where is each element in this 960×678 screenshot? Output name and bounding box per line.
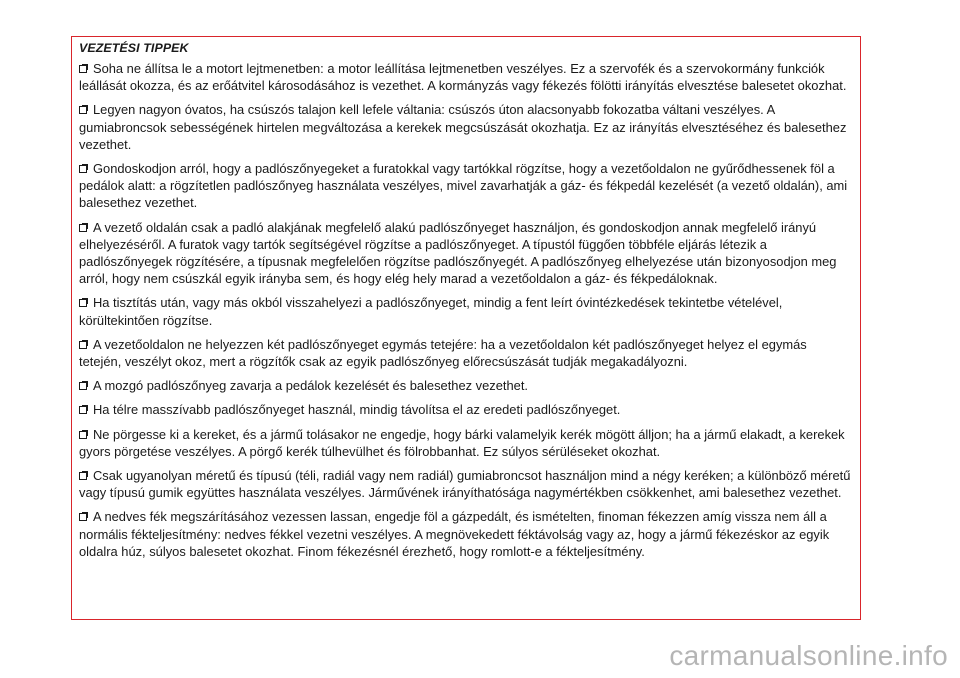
warning-box	[71, 36, 861, 620]
tip-text: Ne pörgesse ki a kereket, és a jármű tolásakor ne engedje, hogy bárki valamelyik kerék mögött álljon; ha a jármű elakadt, a kerekek gyors pörgetése veszélyes. A pörgő kerék túlhevülhet és fölrobbanhat. Ez súlyos sérüléseket okozhat.	[79, 426, 845, 459]
tip-item	[79, 377, 852, 394]
tip-item	[79, 294, 852, 328]
tip-item	[79, 508, 852, 560]
watermark: carmanualsonline.info	[669, 640, 948, 671]
tip-item	[79, 467, 852, 501]
tip-item	[79, 219, 852, 288]
tip-text: A nedves fék megszárításához vezessen lassan, engedje föl a gázpedált, és ismételten, finoman fékezzen amíg vissza nem áll a normális fékteljesítmény: nedves fékkel vezetni veszélyes. A megnövekedett féktávolság vagy az, hogy a jármű fékezéskor az egyik oldalra húz, súlyos balesetet okozhat. Finom fékezésnél érezhető, hogy romlott-e a fékteljesítmény.	[79, 509, 830, 559]
copy-square-bullet-icon	[79, 340, 88, 349]
tip-text: Legyen nagyon óvatos, ha csúszós talajon kell lefele váltania: csúszós úton alacsonyabb fokozatba váltani veszélyes. A gumiabroncsok sebességének hirtelen megváltozása a kerekek megcsúszását okozhatja. Ez az irányítás elvesztéséhez és balesethez vezethet.	[79, 102, 847, 152]
tip-item	[79, 160, 852, 212]
tip-text: A mozgó padlószőnyeg zavarja a pedálok kezelését és balesethez vezethet.	[93, 378, 528, 394]
copy-square-bullet-icon	[79, 164, 88, 173]
copy-square-bullet-icon	[79, 471, 88, 480]
section-title: VEZETÉSI TIPPEK	[79, 41, 189, 55]
tip-text: A vezetőoldalon ne helyezzen két padlószőnyeget egymás tetejére: ha a vezetőoldalon két padlószőnyeget helyez el egymás tetején, veszélyt okoz, mert a rögzítők csak az egyik padlószőnyeg előrecsúszását tudják megakadályozni.	[79, 336, 807, 370]
tip-text: Ha tisztítás után, vagy más okból visszahelyezi a padlószőnyeget, mindig a fent leírt óvintézkedések tekintetbe vételével, körültekintően rögzítse.	[79, 295, 783, 328]
copy-square-bullet-icon	[79, 381, 88, 390]
copy-square-bullet-icon	[79, 105, 88, 114]
tip-item	[79, 336, 852, 370]
copy-square-bullet-icon	[79, 298, 88, 307]
copy-square-bullet-icon	[79, 430, 88, 439]
tip-text: Soha ne állítsa le a motort lejtmenetben: a motor leállítása lejtmenetben veszélyes. Ez a szervofék és a szervokormány funkciók leállását okozza, és az erőátvitel károsodásához is vezethet. A kormányzás vagy fékezés fölötti irányítás elvesztése balesetet okozhat.	[79, 61, 847, 94]
tip-text: A vezető oldalán csak a padló alakjának megfelelő alakú padlószőnyeget használjon, és gondoskodjon annak megfelelő irányú elhelyezéséről. A furatok vagy tartók segítségével rögzítse a padlószőnyeget. A típustól függően többféle eljárás létezik a padlószőnyegek rögzítésére, a típusnak megfelelően rögzítse padlószőnyegét. A padlószőnyeg elhelyezése után bizonyosodjon meg arról, hogy nem csúszkál egyik irányba sem, és hogy elég hely marad a vezetőoldalon a gáz- és fékpedáloknak.	[79, 219, 837, 287]
tip-item	[79, 401, 852, 418]
tip-text: Csak ugyanolyan méretű és típusú (téli, radiál vagy nem radiál) gumiabroncsot használjon mind a négy keréken; a különböző méretű vagy típusú gumik együttes használata veszélyes. Járművének irányíthatósága nagymértékben csökkenhet, ami balesethez vezethet.	[79, 468, 851, 501]
copy-square-bullet-icon	[79, 512, 88, 521]
copy-square-bullet-icon	[79, 223, 88, 232]
copy-square-bullet-icon	[79, 405, 88, 414]
copy-square-bullet-icon	[79, 64, 88, 73]
tip-item	[79, 101, 852, 153]
tips-list	[79, 60, 852, 560]
tip-item	[79, 60, 852, 94]
tip-item	[79, 426, 852, 460]
tip-text: Ha télre masszívabb padlószőnyeget használ, mindig távolítsa el az eredeti padlószőnyeget.	[93, 402, 621, 418]
tip-text: Gondoskodjon arról, hogy a padlószőnyegeket a furatokkal vagy tartókkal rögzítse, hogy a vezetőoldalon ne gyűrődhessenek föl a pedálok alatt: a rögzítetlen padlószőnyeg használata veszélyes, mivel zavarhatják a gáz- és fékpedál kezelését (a vezető oldalán), ami balesethez vezethet.	[79, 161, 848, 211]
